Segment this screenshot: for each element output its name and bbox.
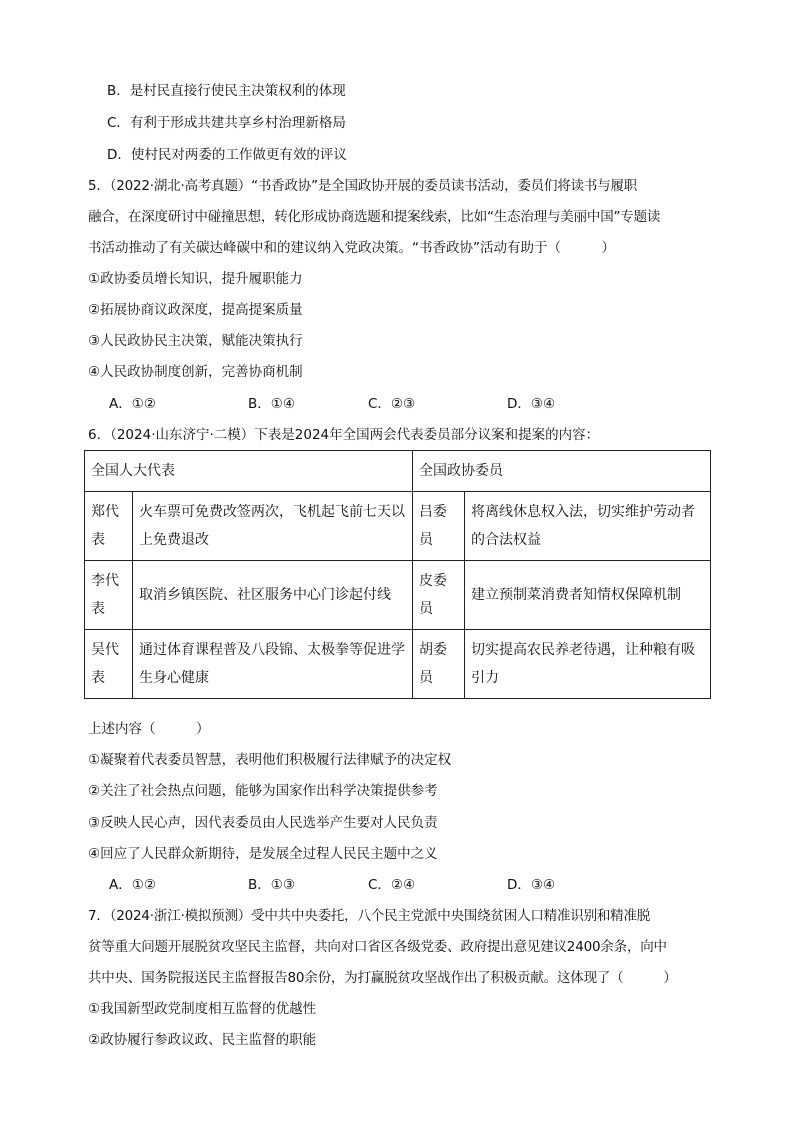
- q5-choice-c: C．②③: [368, 396, 416, 412]
- q7-stem-line-3: 共中央、国务院报送民主监督报告80余份，为打赢脱贫攻坚战作出了积极贡献。这体现了（ ）: [88, 970, 677, 986]
- header-cppcc-members: 全国政协委员: [413, 451, 711, 492]
- deputy-proposal: 取消乡镇医院、社区服务中心门诊起付线: [133, 561, 413, 630]
- proposals-table: [84, 450, 711, 699]
- table-row: [85, 492, 711, 561]
- member-proposal: 建立预制菜消费者知情权保障机制: [465, 561, 711, 630]
- q5-stem-line-1: 5．（2022·湖北·高考真题）“书香政协”是全国政协开展的委员读书活动，委员们将读书与履职: [88, 178, 638, 194]
- q6-statement-3: ③反映人民心声，因代表委员由人民选举产生要对人民负责: [88, 815, 438, 831]
- member-name: 皮委员: [413, 561, 465, 630]
- deputy-name: 吴代表: [85, 630, 133, 699]
- q7-statement-1: ①我国新型政党制度相互监督的优越性: [88, 1001, 317, 1017]
- q7-stem-line-2: 贫等重大问题开展脱贫攻坚民主监督，共向对口省区各级党委、政府提出意见建议2400余条，向中: [88, 939, 667, 955]
- q6-stem: 上述内容（ ）: [88, 721, 210, 737]
- q6-statement-1: ①凝聚着代表委员智慧，表明他们积极履行法律赋予的决定权: [88, 752, 452, 768]
- q6-choice-c: C．②④: [368, 877, 416, 893]
- deputy-proposal: 火车票可免费改签两次，飞机起飞前七天以上免费退改: [133, 492, 413, 561]
- q4-option-d: D．使村民对两委的工作做更有效的评议: [107, 147, 347, 163]
- q5-choice-b: B．①④: [248, 396, 295, 412]
- header-npc-deputies: 全国人大代表: [85, 451, 413, 492]
- member-name: 吕委员: [413, 492, 465, 561]
- q6-choice-a: A．①②: [109, 877, 156, 893]
- q5-statement-4: ④人民政协制度创新，完善协商机制: [88, 364, 303, 380]
- q6-statement-2: ②关注了社会热点问题，能够为国家作出科学决策提供参考: [88, 783, 438, 799]
- deputy-name: 李代表: [85, 561, 133, 630]
- q5-stem-line-3: 书活动推动了有关碳达峰碳中和的建议纳入党政决策。“书香政协”活动有助于（ ）: [88, 240, 615, 256]
- member-proposal: 将离线休息权入法，切实维护劳动者的合法权益: [465, 492, 711, 561]
- q7-stem-line-1: 7．（2024·浙江·模拟预测）受中共中央委托，八个民主党派中央围绕贫困人口精准识别和精准脱: [88, 908, 651, 924]
- q6-choice-b: B．①③: [248, 877, 295, 893]
- q6-statement-4: ④回应了人民群众新期待，是发展全过程人民民主题中之义: [88, 846, 438, 862]
- q5-statement-2: ②拓展协商议政深度，提高提案质量: [88, 302, 303, 318]
- member-name: 胡委员: [413, 630, 465, 699]
- deputy-name: 郑代表: [85, 492, 133, 561]
- q4-option-c: C．有利于形成共建共享乡村治理新格局: [107, 115, 346, 131]
- q5-statement-1: ①政协委员增长知识，提升履职能力: [88, 271, 303, 287]
- q6-choice-d: D．③④: [507, 877, 556, 893]
- q7-statement-2: ②政协履行参政议政、民主监督的职能: [88, 1032, 317, 1048]
- q5-choice-a: A．①②: [109, 396, 156, 412]
- table-row: [85, 630, 711, 699]
- deputy-proposal: 通过体育课程普及八段锦、太极拳等促进学生身心健康: [133, 630, 413, 699]
- q6-intro: 6．（2024·山东济宁·二模）下表是2024年全国两会代表委员部分议案和提案的内容：: [88, 427, 600, 443]
- q5-statement-3: ③人民政协民主决策，赋能决策执行: [88, 333, 303, 349]
- table-header-row: [85, 451, 711, 492]
- q5-stem-line-2: 融合，在深度研讨中碰撞思想，转化形成协商选题和提案线索，比如“生态治理与美丽中国”专题读: [88, 209, 661, 225]
- member-proposal: 切实提高农民养老待遇，让种粮有吸引力: [465, 630, 711, 699]
- q5-choice-d: D．③④: [507, 396, 556, 412]
- table-row: [85, 561, 711, 630]
- q4-option-b: B．是村民直接行使民主决策权利的体现: [107, 83, 346, 99]
